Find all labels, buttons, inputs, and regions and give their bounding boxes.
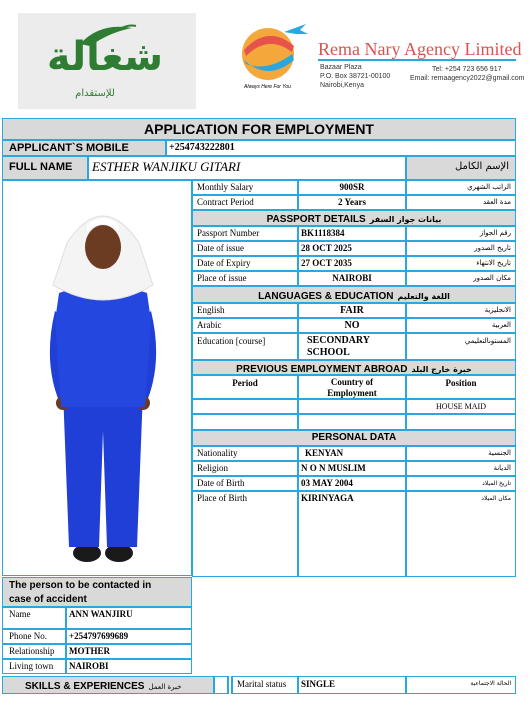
agency-logo-icon [238,20,310,93]
contact-town-value: NAIROBI [66,659,192,674]
previous-header-ar: خبرة خارج البلد [411,365,472,374]
nationality-label: Nationality [192,446,298,461]
pob-arabic: مكان الميلاد [406,491,516,577]
salary-label: Monthly Salary [192,180,298,195]
marital-arabic: الحالة الاجتماعية [406,676,516,694]
contact-relationship-label: Relationship [2,644,66,659]
religion-value: N O N MUSLIM [298,461,406,476]
religion-arabic: الديانة [406,461,516,476]
issue-date-arabic: تاريخ الصدور [406,241,516,256]
col-position: Position [406,375,516,399]
contract-arabic: مدة العقد [406,195,516,210]
skills-header-ar: خبرة العمل [148,683,182,691]
agency-tel: Tel: +254 723 656 917 [432,66,502,73]
education-label: Education [course] [192,333,298,360]
address-line: Nairobi,Kenya [320,82,364,89]
issue-date-value: 28 OCT 2025 [298,241,406,256]
issue-date-label: Date of issue [192,241,298,256]
passport-header [192,210,516,226]
contract-label: Contract Period [192,195,298,210]
contact-header-line: The person to be contacted in [9,580,152,591]
religion-label: Religion [192,461,298,476]
place-of-issue-label: Place of issue [192,271,298,286]
dob-arabic: تاريخ الميلاد [406,476,516,491]
languages-header [192,286,516,303]
agency-tagline: Always Here For You [244,84,291,90]
mobile-label: APPLICANT`S MOBILE [2,140,166,156]
expiry-date-arabic: تاريخ الانتهاء [406,256,516,271]
passport-number-arabic: رقم الجواز [406,226,516,241]
pob-value: KIRINYAGA [298,491,406,577]
place-of-issue-arabic: مكان الصدور [406,271,516,286]
applicant-photo [3,181,191,575]
expiry-date-label: Date of Expiry [192,256,298,271]
col-country-line: Country of [330,377,374,387]
skills-blank-1 [214,676,228,694]
pob-label: Place of Birth [192,491,298,577]
prev-row-2-country [298,414,406,430]
col-country [298,375,406,399]
education-arabic: المستوىالتعليمي [406,333,516,360]
salary-arabic: الراتب الشهري [406,180,516,195]
contact-phone-value: +254797699689 [66,629,192,644]
passport-header-en: PASSPORT DETAILS [266,214,366,225]
marital-value: SINGLE [298,676,406,694]
contract-value: 2 Years [298,195,406,210]
skills-header-en: SKILLS & EXPERIENCES [25,681,145,692]
contact-header [2,577,192,607]
languages-header-ar: اللغة والتعليم [397,292,450,301]
col-country-line: Employment [327,388,377,398]
prev-row-1-position: HOUSE MAID [406,399,516,414]
fullname-label: FULL NAME [2,156,88,180]
nationality-value: KENYAN [298,446,406,461]
previous-header-en: PREVIOUS EMPLOYMENT ABROAD [236,364,408,375]
contact-name-label: Name [2,607,66,629]
personal-header: PERSONAL DATA [192,430,516,446]
logo-subtitle: للإستقدام [75,88,115,99]
prev-row-2-position [406,414,516,430]
passport-number-value: BK1118384 [298,226,406,241]
prev-row-1-period [192,399,298,414]
arabic-arabic: العربية [406,318,516,333]
marital-label: Marital status [232,676,298,694]
passport-number-label: Passport Number [192,226,298,241]
arabic-value: NO [298,318,406,333]
contact-header-line: case of accident [9,594,87,605]
salary-value: 900SR [298,180,406,195]
agency-underline [318,59,516,61]
contact-relationship-value: MOTHER [66,644,192,659]
contact-town-label: Living town [2,659,66,674]
applicant-photo-frame [2,180,192,576]
nationality-arabic: الجنسية [406,446,516,461]
contact-name-value: ANN WANJIRU [66,607,192,629]
expiry-date-value: 27 OCT 2035 [298,256,406,271]
english-value: FAIR [298,303,406,318]
mobile-value: +254743222801 [166,140,516,156]
fullname-value: ESTHER WANJIKU GITARI [88,156,406,180]
logo-arabic: شغالة [46,34,164,80]
prev-row-1-country [298,399,406,414]
passport-header-ar: بيانات جواز السفر [369,215,442,224]
fullname-arabic: الإسم الكامل [406,156,516,180]
arabic-label: Arabic [192,318,298,333]
agency-email: Email: remaagency2022@gmail.com [410,75,525,82]
dob-value: 03 MAY 2004 [298,476,406,491]
education-value-line: SCHOOL [307,347,350,358]
contact-phone-label: Phone No. [2,629,66,644]
skills-header [2,676,214,694]
english-label: English [192,303,298,318]
dob-label: Date of Birth [192,476,298,491]
agency-address [320,63,390,90]
form-title: APPLICATION FOR EMPLOYMENT [2,118,516,140]
agency-name: Rema Nary Agency Limited [318,39,522,59]
english-arabic: الانجليزية [406,303,516,318]
place-of-issue-value: NAIROBI [298,271,406,286]
education-value-line: SECONDARY [307,335,370,346]
prev-row-2-period [192,414,298,430]
languages-header-en: LANGUAGES & EDUCATION [258,291,394,302]
col-period: Period [192,375,298,399]
address-line: Bazaar Plaza [320,64,362,71]
address-line: P.O. Box 38721-00100 [320,73,391,80]
education-value [298,333,406,360]
previous-header [192,360,516,375]
